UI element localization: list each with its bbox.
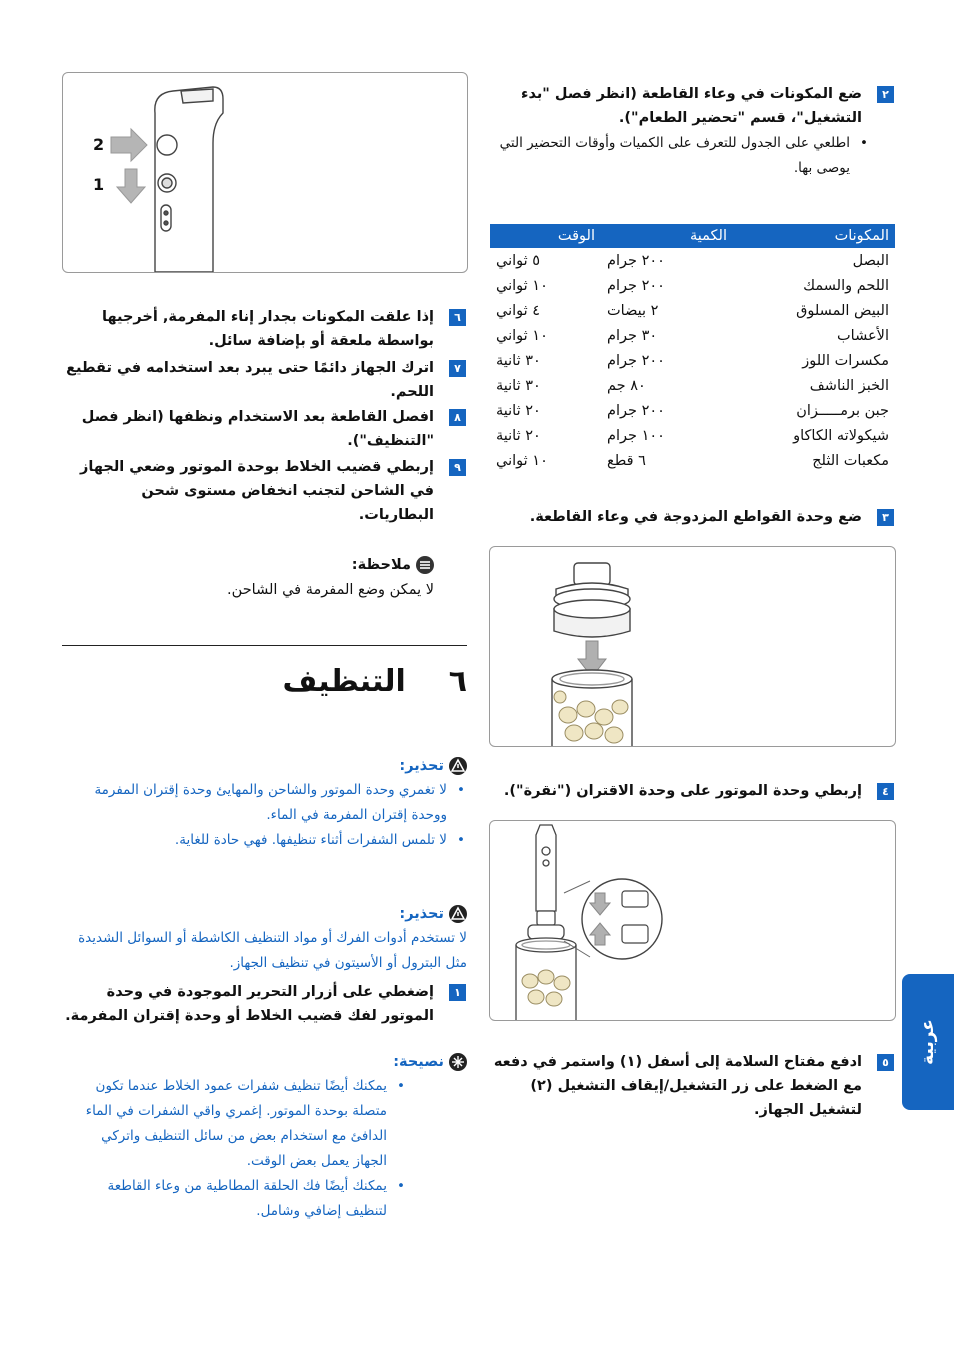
warning-text: لا تستخدم أدوات الفرك أو مواد التنظيف الكاشطة أو السوائل الشديدة مثل البترول أو الأسيتون في تنظيف الجهاز. xyxy=(78,930,467,971)
cell-time: ١٠ ثواني xyxy=(496,452,548,469)
table-row xyxy=(490,248,895,273)
step-number: ٢ xyxy=(877,86,894,103)
tip-item: • يمكنك أيضًا فك الحلقة المطاطية من وعاء القاطعة لتنظيف إضافي وشامل. xyxy=(82,1174,407,1224)
language-label: عربية xyxy=(918,1019,938,1065)
step-text: إذا علقت المكونات بجدار إناء المفرمة, أخرجيها بواسطة ملعقة أو بإضافة سائل. xyxy=(102,309,434,349)
cell-ingredient: البصل xyxy=(852,252,889,269)
cell-ingredient: البيض المسلوق xyxy=(796,302,889,319)
step-4 xyxy=(490,779,889,803)
blender-switch-illustration xyxy=(63,73,467,272)
step-text: افصل القاطعة بعد الاستخدام ونظفها (انظر فصل "التنظيف"). xyxy=(81,409,434,449)
cell-quantity: ٢٠٠ جرام xyxy=(607,277,665,294)
note-block xyxy=(62,553,434,603)
blender-switch-figure xyxy=(62,72,468,273)
step-text: ضع المكونات في وعاء القاطعة (انظر فصل "بدء التشغيل"، قسم "تحضير الطعام"). xyxy=(521,86,862,126)
cell-quantity: ٨٠ جم xyxy=(607,377,646,394)
warning-title: تحذير: xyxy=(399,758,444,774)
warning-item: • لا تلمس الشفرات أثناء تنظيفها. فهي حادة للغاية. xyxy=(82,828,467,853)
cell-quantity: ٣٠ جرام xyxy=(607,327,658,344)
cell-time: ٢٠ ثانية xyxy=(496,402,541,419)
cell-time: ٥ ثواني xyxy=(496,252,541,269)
table-row xyxy=(490,448,895,473)
table-row xyxy=(490,373,895,398)
table-row xyxy=(490,298,895,323)
column-header-quantity: الكمية xyxy=(601,224,733,248)
table-row xyxy=(490,348,895,373)
cell-quantity: ٢٠٠ جرام xyxy=(607,402,665,419)
step-number: ٣ xyxy=(877,509,894,526)
figure-label-1: 1 xyxy=(93,175,105,194)
cell-quantity: ٢٠٠ جرام xyxy=(607,352,665,369)
step-number: ٥ xyxy=(877,1054,894,1071)
cell-quantity: ١٠٠ جرام xyxy=(607,427,665,444)
cell-ingredient: مكعبات الثلج xyxy=(812,452,889,469)
step-text: إضغطي على أزرار التحرير الموجودة في وحدة الموتور لفك قضيب الخلاط أو وحدة إقتران المفرمة. xyxy=(65,984,434,1024)
step-number: ٩ xyxy=(449,459,466,476)
step-number: ٦ xyxy=(449,309,466,326)
note-title: ملاحظة: xyxy=(351,557,411,573)
table-header-row xyxy=(490,224,895,248)
cell-time: ٣٠ ثانية xyxy=(496,377,541,394)
cell-ingredient: الأعشاب xyxy=(837,327,889,344)
step-text: ضع وحدة القواطع المزدوجة في وعاء القاطعة. xyxy=(529,509,862,525)
warning-item: • لا تغمري وحدة الموتور والشاحن والمهايئ وحدة إقتران المفرمة ووحدة إقتران المفرمة في الماء. xyxy=(82,778,467,828)
column-header-ingredients: المكونات xyxy=(733,224,895,248)
cell-time: ٢٠ ثانية xyxy=(496,427,541,444)
language-side-tab xyxy=(902,974,954,1110)
chopper-illustration xyxy=(490,547,895,746)
section-number: ٦ xyxy=(448,664,467,699)
warning-block-1 xyxy=(62,754,467,853)
step-7 xyxy=(62,356,461,404)
note-icon xyxy=(416,556,434,574)
tip-list xyxy=(82,1074,407,1224)
cell-quantity: ٢٠٠ جرام xyxy=(607,252,665,269)
figure-label-2: 2 xyxy=(93,135,105,154)
section-title: التنظيف xyxy=(282,664,406,699)
cell-time: ٤ ثواني xyxy=(496,302,541,319)
warning-list xyxy=(82,778,467,853)
warning-block-2 xyxy=(62,902,467,976)
warning-icon xyxy=(449,757,467,775)
motor-coupling-illustration xyxy=(490,821,895,1020)
section-divider xyxy=(62,645,467,646)
cell-ingredient: جبن برمـــــزان xyxy=(796,402,889,419)
step-8 xyxy=(62,405,461,453)
cell-time: ١٠ ثواني xyxy=(496,327,548,344)
cell-ingredient: الخبز الناشف xyxy=(809,377,889,394)
tip-block xyxy=(62,1050,467,1224)
step-1 xyxy=(62,980,461,1028)
step-text: ادفع مفتاح السلامة إلى أسفل (١) واستمر في دفعه مع الضغط على زر التشغيل/إيقاف التشغيل (٢) لتشغيل الجهاز. xyxy=(493,1054,862,1118)
table-row xyxy=(490,423,895,448)
cell-ingredient: مكسرات اللوز xyxy=(802,352,889,369)
cell-quantity: ٢ بيضات xyxy=(607,302,659,319)
cell-time: ١٠ ثواني xyxy=(496,277,548,294)
step-number: ٨ xyxy=(449,409,466,426)
cell-time: ٣٠ ثانية xyxy=(496,352,541,369)
table-row xyxy=(490,273,895,298)
section-heading xyxy=(62,664,467,699)
table-row xyxy=(490,323,895,348)
warning-title: تحذير: xyxy=(399,906,444,922)
step-number: ١ xyxy=(449,984,466,1001)
step-number: ٤ xyxy=(877,783,894,800)
step-2-bullets xyxy=(490,131,870,181)
bullet-item: • اطلعي على الجدول للتعرف على الكميات وأوقات التحضير التي يوصى بها. xyxy=(490,131,870,181)
ingredients-table-container xyxy=(490,224,895,473)
tip-icon xyxy=(449,1053,467,1071)
tip-title: نصيحة: xyxy=(393,1054,444,1070)
chopper-blade-figure xyxy=(489,546,896,747)
cell-ingredient: اللحم والسمك xyxy=(803,277,889,294)
step-3 xyxy=(490,505,889,529)
table-row xyxy=(490,398,895,423)
step-5 xyxy=(490,1050,889,1122)
step-9 xyxy=(62,455,461,527)
cell-ingredient: شيكولاته الكاكاو xyxy=(793,427,889,444)
step-text: اترك الجهاز دائمًا حتى يبرد بعد استخدامه في تقطيع اللحم. xyxy=(66,360,434,400)
motor-coupling-figure xyxy=(489,820,896,1021)
cell-quantity: ٦ قطع xyxy=(607,452,646,469)
note-text: لا يمكن وضع المفرمة في الشاحن. xyxy=(227,582,434,598)
step-text: إربطي قضيب الخلاط بوحدة الموتور وضعي الجهاز في الشاحن لتجنب انخفاض مستوى شحن البطاريات. xyxy=(80,459,434,523)
step-6 xyxy=(62,305,461,353)
step-2 xyxy=(490,82,889,130)
column-header-time: الوقت xyxy=(490,224,601,248)
step-text: إربطي وحدة الموتور على وحدة الاقتران ("نقرة"). xyxy=(503,783,862,799)
tip-item: • يمكنك أيضًا تنظيف شفرات عمود الخلاط عندما تكون متصلة بوحدة الموتور. إغمري واقي الشفرات في الماء الدافئ مع استخدام بعض من سائل التنظيف واتركي الجهاز يعمل بعض الوقت. xyxy=(82,1074,407,1174)
ingredients-table xyxy=(490,224,895,473)
step-number: ٧ xyxy=(449,360,466,377)
warning-icon xyxy=(449,905,467,923)
